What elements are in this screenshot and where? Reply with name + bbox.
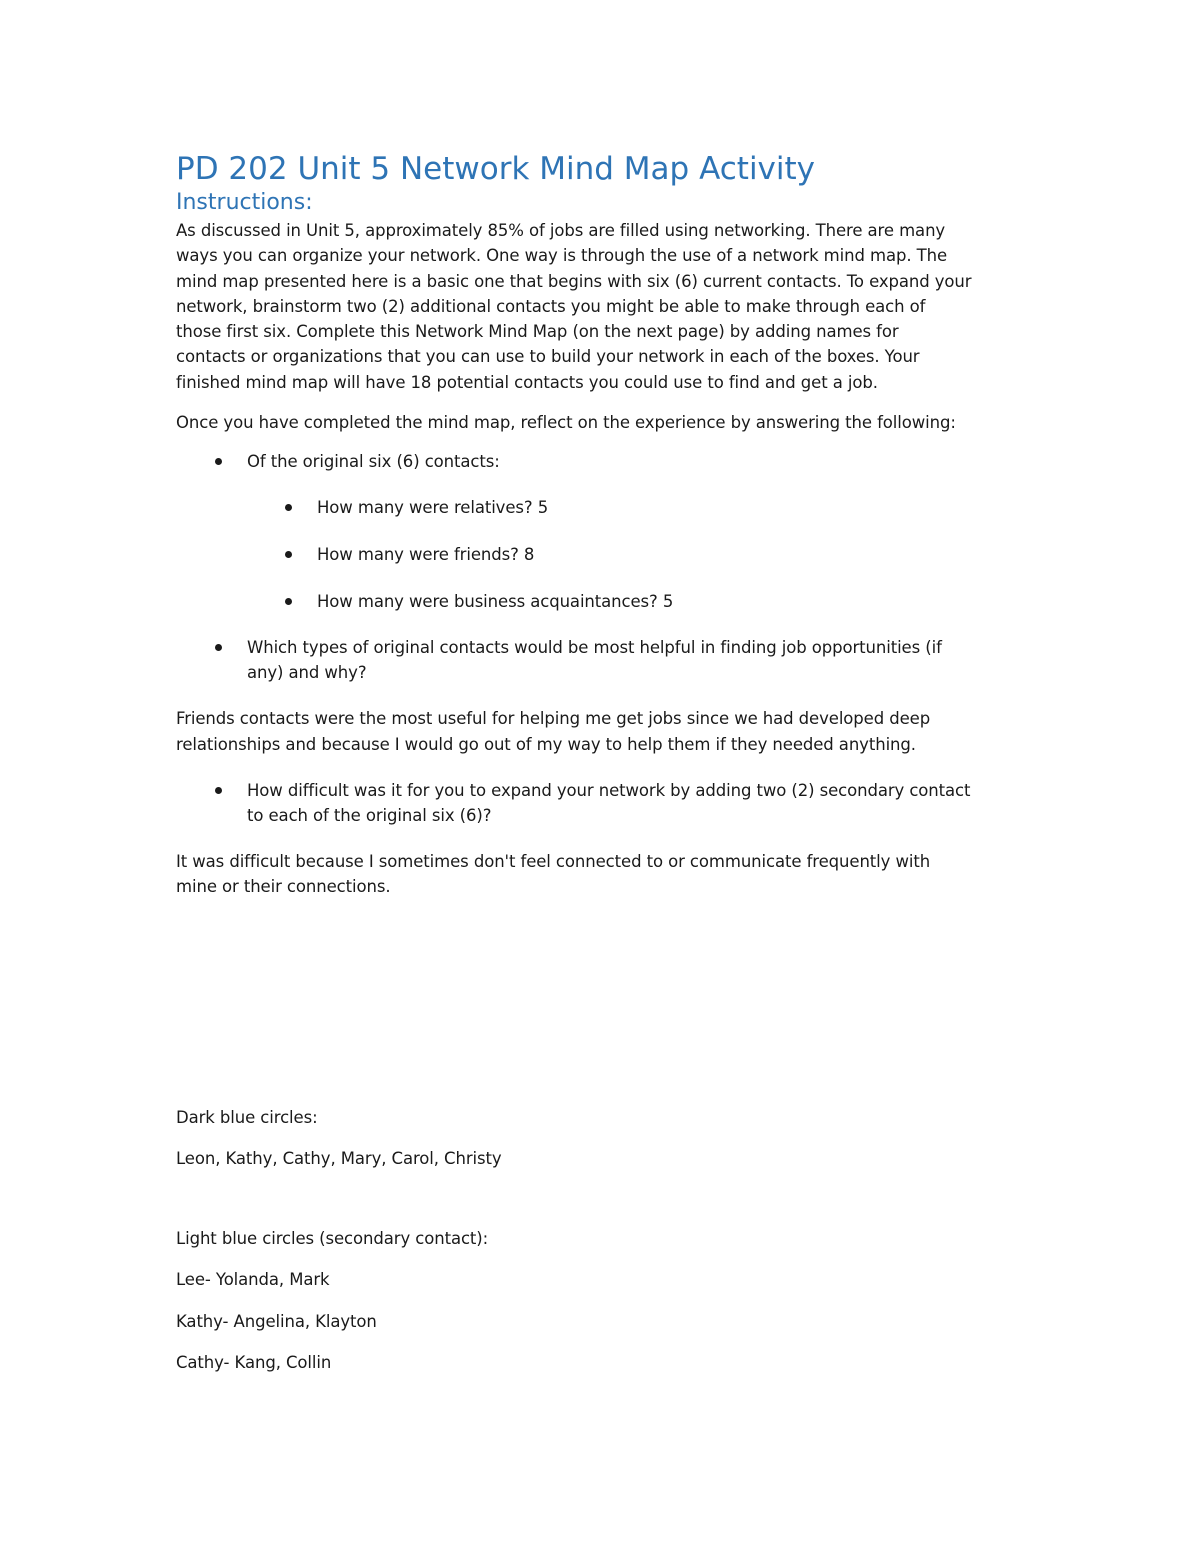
intro-line: ways you can organize your network. One way is through the use of a network mind map. The — [176, 246, 948, 266]
light-blue-heading: Light blue circles (secondary contact): — [176, 1229, 489, 1249]
question-line: any) and why? — [247, 663, 367, 683]
question-friends: How many were friends? 8 — [176, 542, 1036, 567]
dark-blue-heading: Dark blue circles: — [176, 1107, 318, 1127]
answer-difficult — [176, 849, 1036, 900]
dark-blue-names: Leon, Kathy, Cathy, Mary, Carol, Christy — [176, 1148, 502, 1168]
answer-line: It was difficult because I sometimes don't feel connected to or communicate frequently with — [176, 851, 931, 871]
answer-line: relationships and because I would go out of my way to help them if they needed anything. — [176, 734, 916, 754]
intro-paragraph — [176, 218, 1036, 395]
question-difficult — [176, 778, 1036, 828]
answer-helpful — [176, 706, 1036, 757]
intro-line: As discussed in Unit 5, approximately 85% of jobs are filled using networking. There are many — [176, 221, 946, 240]
sub-question-list — [176, 495, 1036, 614]
question-helpful — [176, 635, 1036, 685]
question-list — [176, 635, 1036, 685]
instructions-heading: Instructions: — [176, 190, 313, 215]
secondary-contact-item: Cathy- Kang, Collin — [176, 1353, 332, 1373]
question-list — [176, 778, 1036, 828]
document-page — [176, 150, 1036, 1375]
intro-line: those first six. Complete this Network Mind Map (on the next page) by adding names for — [176, 322, 899, 342]
reflect-prompt: Once you have completed the mind map, reflect on the experience by answering the following: — [176, 413, 956, 433]
intro-line: mind map presented here is a basic one that begins with six (6) current contacts. To expand your — [176, 271, 972, 291]
question-list — [176, 449, 1036, 474]
secondary-contact-item: Kathy- Angelina, Klayton — [176, 1311, 377, 1331]
question-line: Which types of original contacts would be most helpful in finding job opportunities (if — [247, 638, 942, 658]
question-line: to each of the original six (6)? — [247, 805, 492, 825]
question-line: How difficult was it for you to expand your network by adding two (2) secondary contact — [247, 780, 971, 800]
intro-line: network, brainstorm two (2) additional contacts you might be able to make through each of — [176, 296, 926, 316]
intro-line: contacts or organizations that you can use to build your network in each of the boxes. Your — [176, 347, 920, 367]
answer-line: Friends contacts were the most useful for helping me get jobs since we had developed deep — [176, 709, 931, 729]
secondary-contact-item: Lee- Yolanda, Mark — [176, 1270, 330, 1290]
question-business: How many were business acquaintances? 5 — [176, 589, 1036, 614]
question-relatives: How many were relatives? 5 — [176, 495, 1036, 520]
document-title: PD 202 Unit 5 Network Mind Map Activity — [176, 151, 816, 187]
answer-line: mine or their connections. — [176, 877, 391, 897]
question-original-six: Of the original six (6) contacts: — [176, 449, 1036, 474]
intro-line: finished mind map will have 18 potential contacts you could use to find and get a job. — [176, 372, 878, 392]
